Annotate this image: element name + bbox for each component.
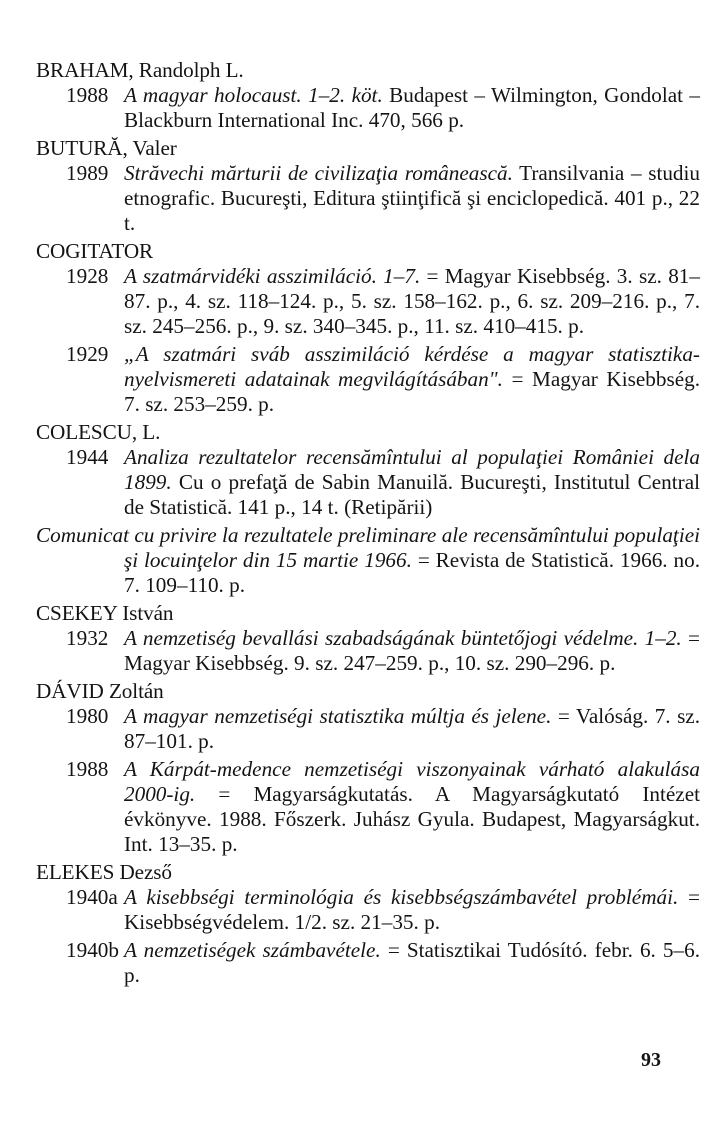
entry-year: 1989 — [66, 161, 109, 185]
author-heading: COGITATOR — [36, 239, 154, 263]
entry-title: A kisebbségi terminológia és kisebbségszámbavétel problémái. — [124, 885, 679, 909]
bib-entry — [36, 445, 700, 520]
entry-text — [124, 885, 700, 935]
entry-year: 1928 — [66, 264, 109, 288]
entry-details: = Magyar Kisebbség. 7. sz. 253–259. p. — [124, 367, 701, 416]
bib-entry — [36, 342, 700, 417]
entry-details: = Magyar Kisebbség. 3. sz. 81–87. p., 4. sz. 118–124. p., 5. sz. 158–162. p., 6. sz. 209–216. p., 7. sz. 245–256. p., 9. sz. 340–345. p., 11. sz. 410–415. p. — [124, 264, 700, 338]
entry-text — [124, 264, 700, 339]
entry-title: A nemzetiségek számbavétele. — [124, 938, 381, 962]
author-heading: BRAHAM, Randolph L. — [36, 58, 244, 82]
bib-entry — [36, 626, 700, 676]
entry-details: = Statisztikai Tudósító. febr. 6. 5–6. p. — [124, 938, 701, 987]
entry-year: 1944 — [66, 445, 109, 469]
entry-title: A magyar holocaust. 1–2. köt. — [124, 83, 383, 107]
entry-title: A magyar nemzetiségi statisztika múltja és jelene. — [124, 704, 552, 728]
entry-text — [124, 342, 700, 417]
entry-title: Comunicat cu privire la rezultatele preliminare ale recensămîntului populaţiei şi locuinţelor din 15 martie 1966. — [36, 523, 700, 572]
author-heading: DÁVID Zoltán — [36, 679, 164, 703]
bib-entry — [36, 757, 700, 857]
entry-details: Budapest – Wilmington, Gondolat – Blackburn International Inc. 470, 566 p. — [124, 83, 700, 132]
entry-title: A Kárpát-medence nemzetiségi viszonyainak várható alakulása 2000-ig. — [124, 757, 700, 806]
entry-details: = Revista de Statistică. 1966. no. 7. 109–110. p. — [124, 548, 700, 597]
entry-title: A szatmárvidéki asszimiláció. 1–7. — [124, 264, 421, 288]
bib-entry — [36, 885, 700, 935]
bib-entry — [36, 704, 700, 754]
entry-text — [124, 161, 700, 236]
entry-details: = Kisebbségvédelem. 1/2. sz. 21–35. p. — [124, 885, 701, 934]
entry-details: = Magyarságkutatás. A Magyarságkutató Intézet évkönyve. 1988. Főszerk. Juhász Gyula. Budapest, Magyarságkut. Int. 13–35. p. — [124, 782, 700, 856]
entry-details: Transilvania – studiu etnografic. Bucureşti, Editura ştiinţifică şi enciclopedică. 401 p., 22 t. — [124, 161, 700, 235]
entry-title: „A szatmári sváb asszimiláció kérdése a magyar statisztika-nyelvismereti adatainak megvilágításában". — [124, 342, 700, 391]
entry-details: = Valóság. 7. sz. 87–101. p. — [124, 704, 701, 753]
entry-text — [124, 704, 700, 754]
entry-text — [124, 626, 700, 676]
entry-text — [124, 757, 700, 857]
entry-title: Analiza rezultatelor recensămîntului al populaţiei României dela 1899. — [124, 445, 700, 494]
page-number: 93 — [641, 1049, 661, 1071]
bib-entry — [36, 161, 700, 236]
author-heading: BUTURĂ, Valer — [36, 136, 177, 160]
entry-text — [124, 938, 700, 988]
author-heading: ELEKES Dezső — [36, 860, 172, 884]
entry-year: 1988 — [66, 757, 109, 781]
entry-text — [124, 83, 700, 133]
entry-year: 1988 — [66, 83, 109, 107]
entry-year: 1932 — [66, 626, 109, 650]
bib-entry — [36, 83, 700, 133]
author-heading: COLESCU, L. — [36, 420, 161, 444]
entry-year: 1980 — [66, 704, 109, 728]
bib-entry — [36, 264, 700, 339]
entry-title: A nemzetiség bevallási szabadságának büntetőjogi védelme. 1–2. — [124, 626, 682, 650]
bib-entry — [36, 523, 700, 598]
entry-year: 1940a — [66, 885, 118, 909]
bibliography-list — [36, 58, 700, 991]
bib-entry — [36, 938, 700, 988]
author-heading: CSEKEY István — [36, 601, 174, 625]
entry-year: 1940b — [66, 938, 119, 962]
entry-details: Cu o prefaţă de Sabin Manuilă. Bucureşti, Institutul Central de Statistică. 141 p., 14 t. (Retipării) — [124, 470, 700, 519]
entry-year: 1929 — [66, 342, 109, 366]
entry-text — [124, 445, 700, 520]
entry-title: Străvechi mărturii de civilizaţia românească. — [124, 161, 513, 185]
entry-details: = Magyar Kisebbség. 9. sz. 247–259. p., 10. sz. 290–296. p. — [124, 626, 700, 675]
